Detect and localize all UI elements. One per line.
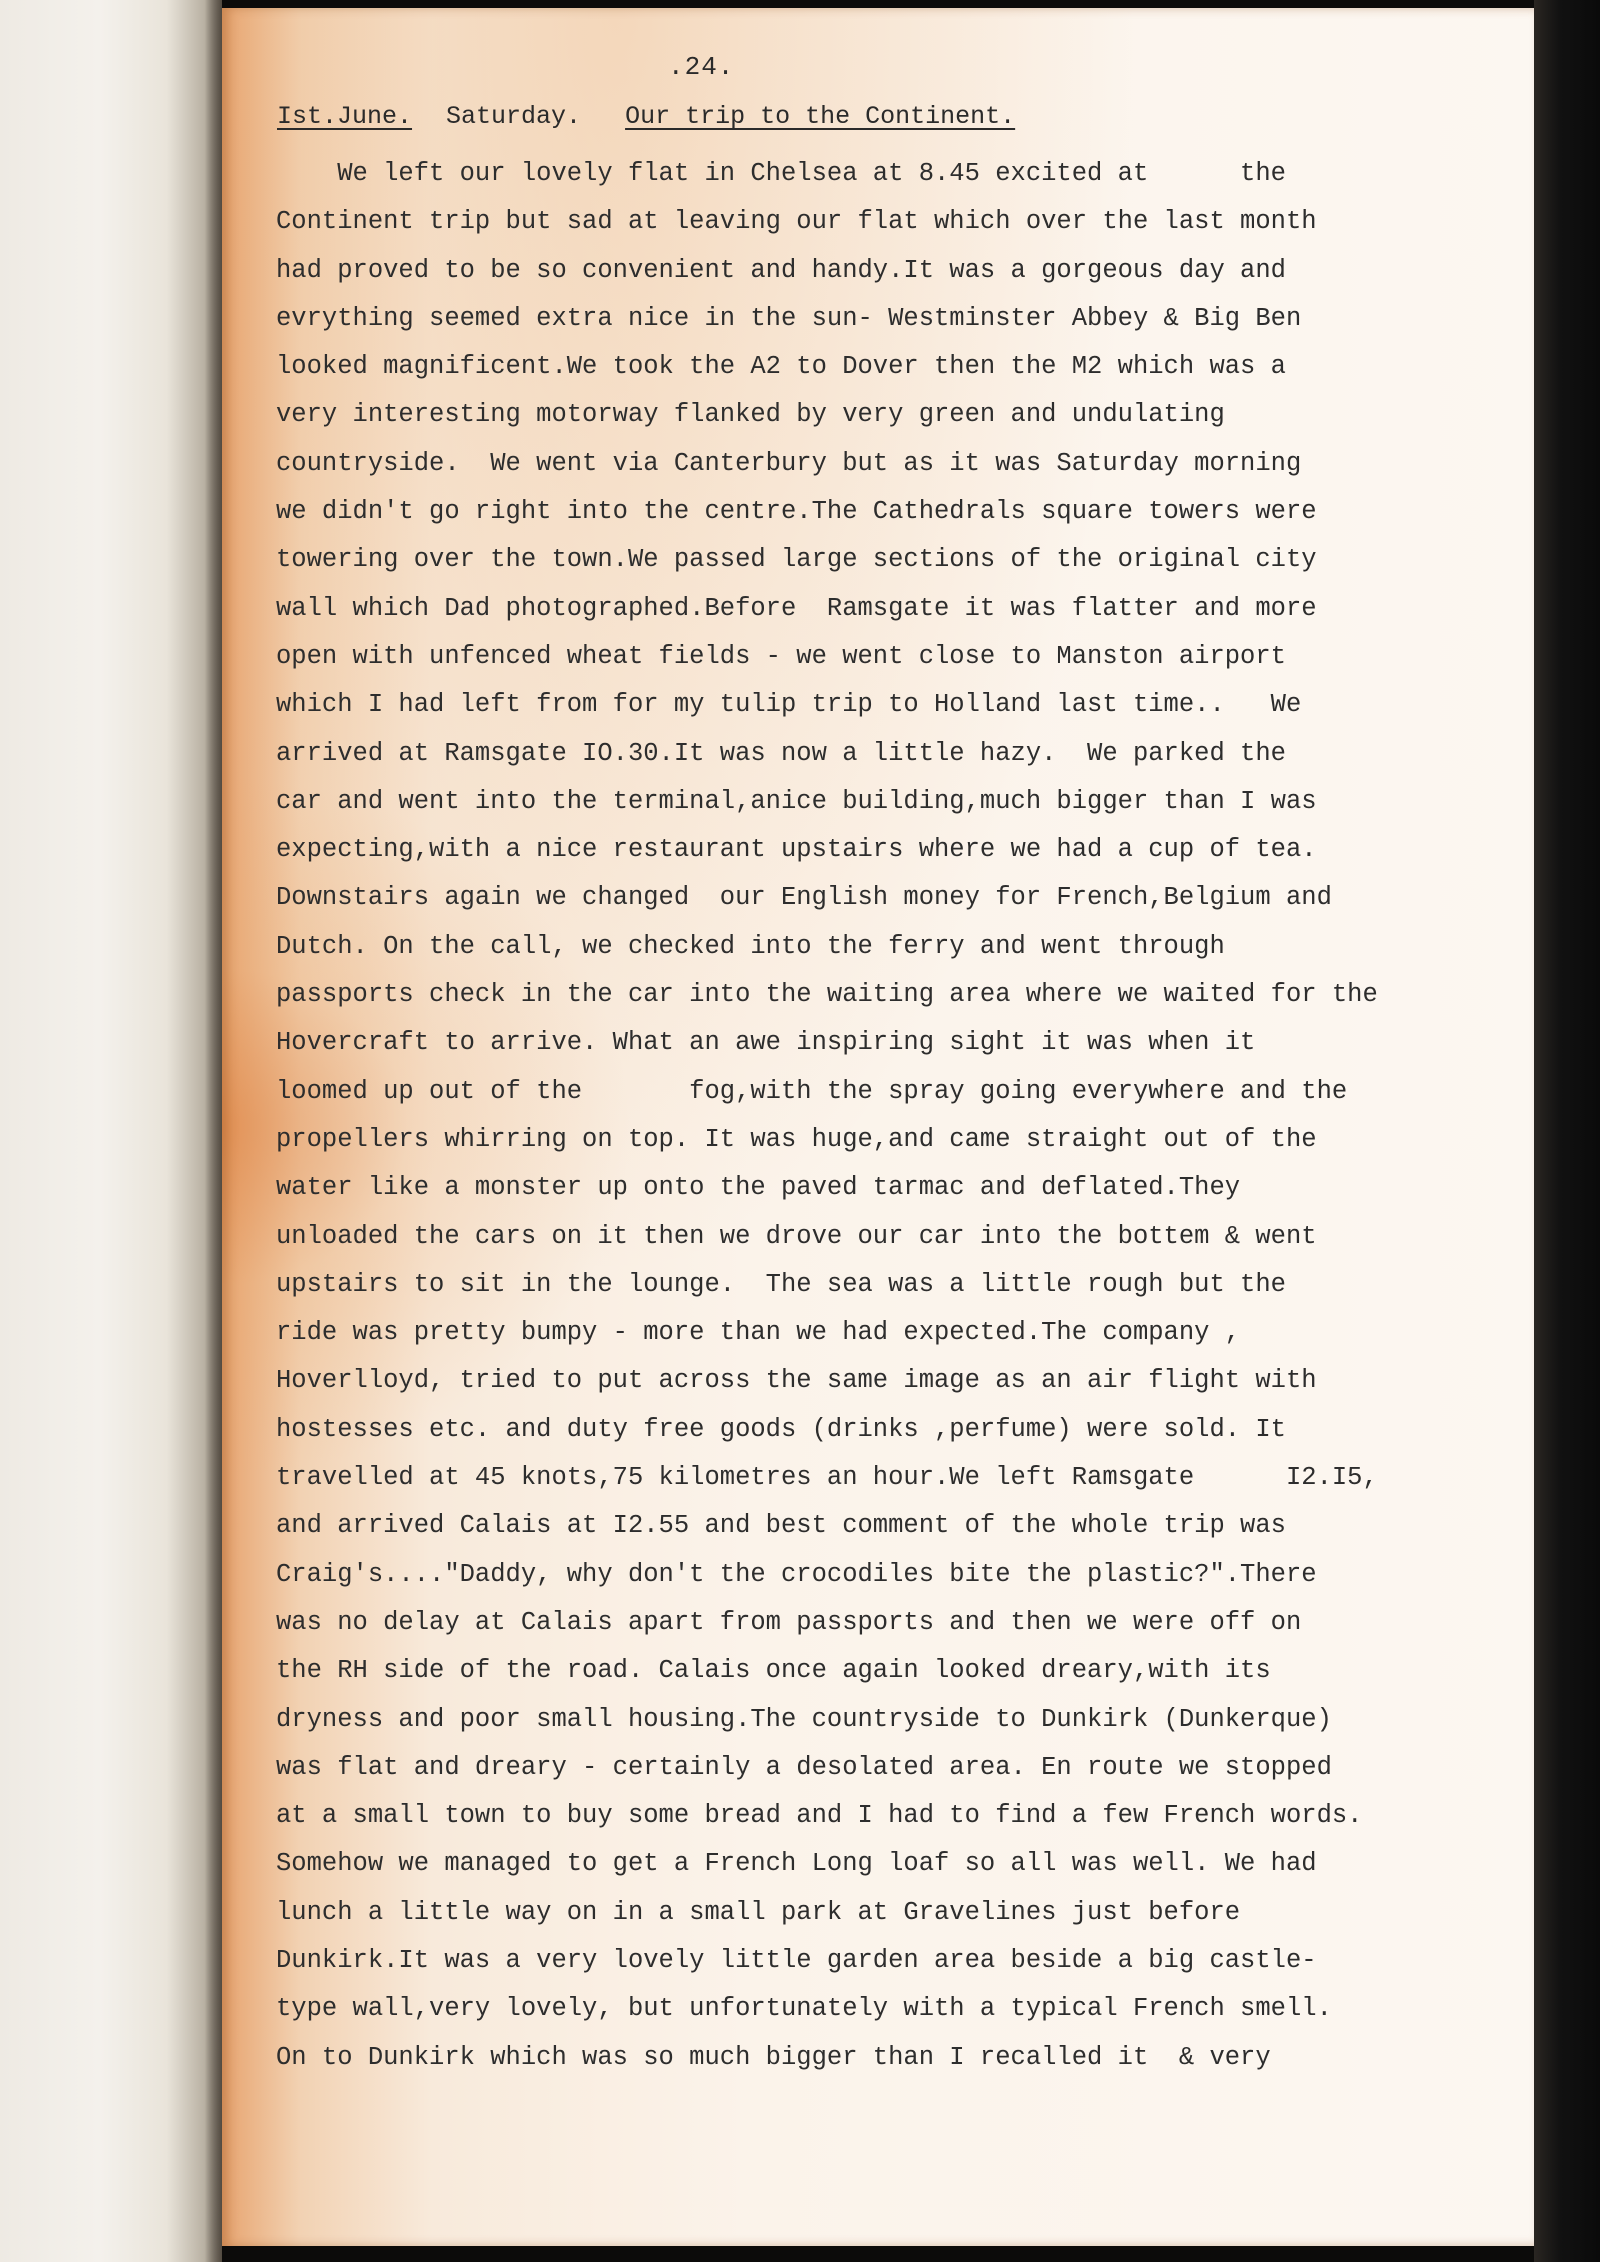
- text-line: towering over the town.We passed large sections of the original city: [276, 545, 1317, 575]
- text-line: the RH side of the road. Calais once again looked dreary,with its: [276, 1656, 1271, 1686]
- text-line: Dutch. On the call, we checked into the ferry and went through: [276, 931, 1225, 961]
- text-line: wall which Dad photographed.Before Ramsgate it was flatter and more: [276, 593, 1317, 623]
- text-line: open with unfenced wheat fields - we went close to Manston airport: [276, 641, 1286, 671]
- text-line: upstairs to sit in the lounge. The sea was a little rough but the: [276, 1269, 1286, 1299]
- text-line: Somehow we managed to get a French Long loaf so all was well. We had: [276, 1849, 1317, 1879]
- text-line: Hovercraft to arrive. What an awe inspiring sight it was when it: [276, 1028, 1256, 1058]
- text-line: had proved to be so convenient and handy.It was a gorgeous day and: [276, 255, 1286, 285]
- entry-day: Saturday.: [446, 102, 582, 131]
- text-line: We left our lovely flat in Chelsea at 8.45 excited at the: [276, 159, 1286, 188]
- text-line: was flat and dreary - certainly a desolated area. En route we stopped: [276, 1752, 1332, 1782]
- text-line: we didn't go right into the centre.The Cathedrals square towers were: [276, 497, 1317, 527]
- diary-body: [276, 150, 1526, 2082]
- text-line: passports check in the car into the waiting area where we waited for the: [276, 980, 1378, 1010]
- text-line: Dunkirk.It was a very lovely little garden area beside a big castle-: [276, 1945, 1317, 1975]
- text-line: propellers whirring on top. It was huge,and came straight out of the: [276, 1124, 1317, 1154]
- text-line: travelled at 45 knots,75 kilometres an hour.We left Ramsgate I2.I5,: [276, 1463, 1378, 1493]
- text-line: evrything seemed extra nice in the sun- Westminster Abbey & Big Ben: [276, 303, 1302, 333]
- text-line: was no delay at Calais apart from passports and then we were off on: [276, 1607, 1302, 1637]
- text-line: On to Dunkirk which was so much bigger than I recalled it & very: [276, 2042, 1271, 2072]
- text-line: water like a monster up onto the paved tarmac and deflated.They: [276, 1173, 1241, 1203]
- text-line: Craig's...."Daddy, why don't the crocodiles bite the plastic?".There: [276, 1559, 1317, 1589]
- typed-page: [222, 8, 1534, 2246]
- left-facing-page: [0, 0, 222, 2262]
- text-line: arrived at Ramsgate IO.30.It was now a little hazy. We parked the: [276, 738, 1286, 768]
- text-line: car and went into the terminal,anice building,much bigger than I was: [276, 786, 1317, 816]
- book-gutter-shadow: [205, 0, 222, 2262]
- entry-date: Ist.June.: [277, 102, 413, 131]
- text-line: looked magnificent.We took the A2 to Dover then the M2 which was a: [276, 352, 1286, 382]
- text-line: Continent trip but sad at leaving our flat which over the last month: [276, 207, 1317, 237]
- text-line: type wall,very lovely, but unfortunately with a typical French smell.: [276, 1994, 1332, 2024]
- text-line: expecting,with a nice restaurant upstairs where we had a cup of tea.: [276, 835, 1317, 865]
- text-line: dryness and poor small housing.The countryside to Dunkirk (Dunkerque): [276, 1704, 1332, 1734]
- text-line: loomed up out of the fog,with the spray going everywhere and the: [276, 1076, 1348, 1106]
- text-line: and arrived Calais at I2.55 and best comment of the whole trip was: [276, 1511, 1286, 1541]
- entry-heading: [277, 102, 1015, 131]
- text-line: at a small town to buy some bread and I had to find a few French words.: [276, 1801, 1363, 1831]
- book-cover-edge: [1534, 0, 1600, 2262]
- text-line: lunch a little way on in a small park at Gravelines just before: [276, 1897, 1241, 1927]
- text-line: which I had left from for my tulip trip to Holland last time.. We: [276, 690, 1302, 720]
- page-number: .24.: [668, 52, 735, 82]
- text-line: unloaded the cars on it then we drove our car into the bottem & went: [276, 1221, 1317, 1251]
- text-line: countryside. We went via Canterbury but as it was Saturday morning: [276, 448, 1302, 478]
- text-line: Hoverlloyd, tried to put across the same image as an air flight with: [276, 1366, 1317, 1396]
- text-line: ride was pretty bumpy - more than we had expected.The company ,: [276, 1318, 1241, 1348]
- entry-title: Our trip to the Continent.: [625, 102, 1016, 131]
- text-line: hostesses etc. and duty free goods (drinks ,perfume) were sold. It: [276, 1414, 1286, 1444]
- text-line: very interesting motorway flanked by very green and undulating: [276, 400, 1225, 430]
- text-line: Downstairs again we changed our English money for French,Belgium and: [276, 883, 1332, 913]
